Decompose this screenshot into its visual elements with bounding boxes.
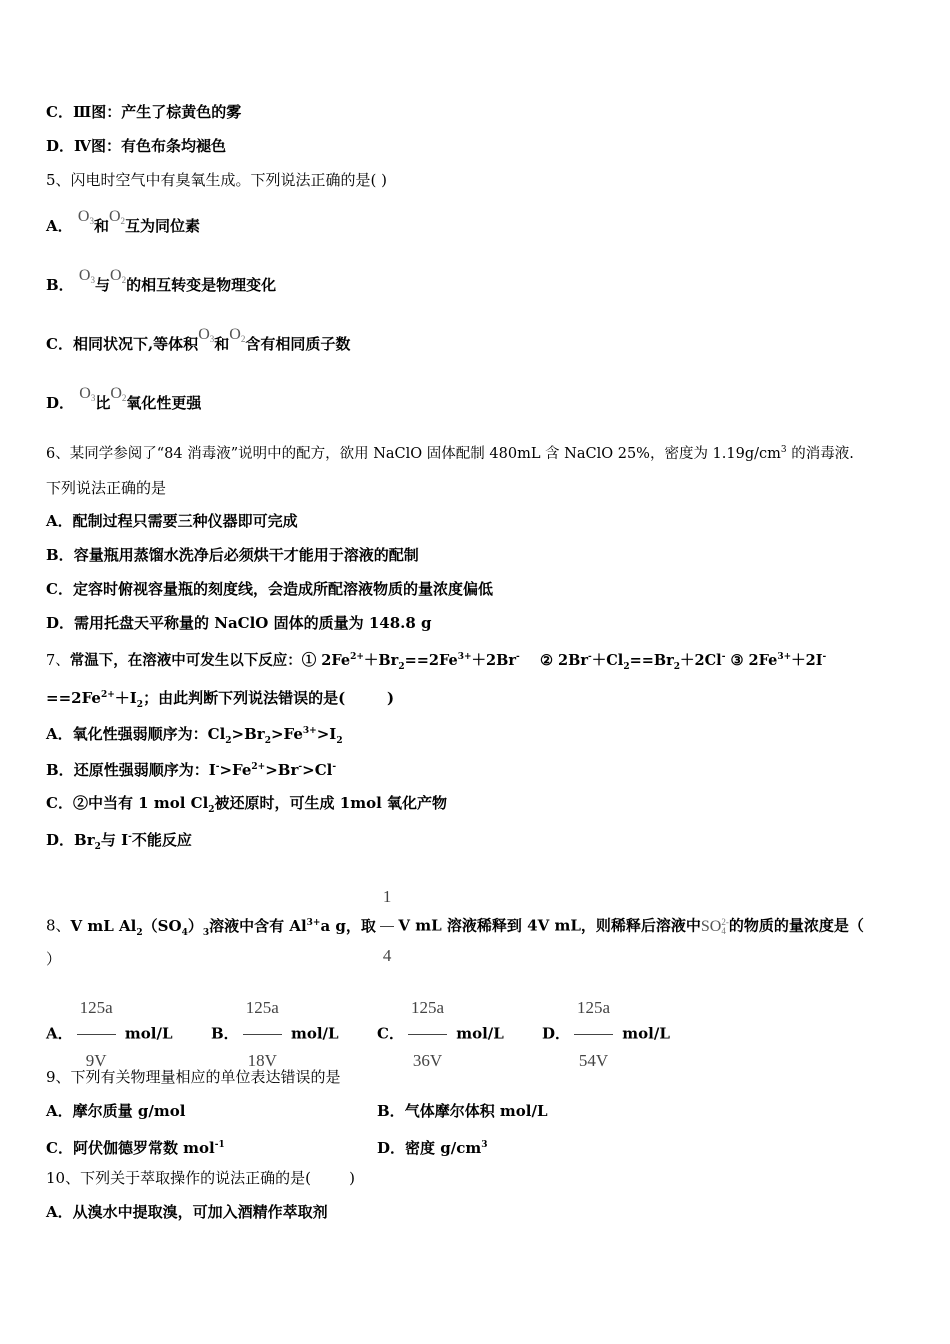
q8-option-d: D． $\frac{125a}{54V}$ mol/L	[542, 982, 670, 1087]
q7-option-c: C．②中当有 1 mol $Cl_2$被还原时，可生成 1mol 氧化产物	[46, 794, 448, 815]
q6-stem-line1: 6、某同学参阅了“84 消毒液”说明中的配方，欲用 NaClO 固体配制 480mL 含 NaClO 25%，密度为 $1.19g/cm^3$ 的消毒液.	[46, 445, 854, 462]
q9-option-a: A．摩尔质量 g/mol	[46, 1102, 186, 1120]
fraction: $\frac{125a}{18V}$	[243, 982, 282, 1087]
o2-formula: O2	[110, 267, 127, 285]
q5-option-d: D． O3比O2氧化性更强	[46, 385, 202, 412]
q8-option-a: A． $\frac{125a}{9V}$ mol/L	[46, 982, 173, 1087]
q6-option-a: A．配制过程只需要三种仪器即可完成	[46, 512, 298, 530]
q7-option-b: B．还原性强弱顺序为：$I^->Fe^{2+}>Br^->Cl^-$	[46, 761, 337, 779]
q8-option-c: C． $\frac{125a}{36V}$ mol/L	[377, 982, 504, 1087]
o3-formula: O3	[198, 326, 215, 344]
q5-stem: 5、闪电时空气中有臭氧生成。下列说法正确的是( )	[46, 171, 388, 189]
q8-option-b: B． $\frac{125a}{18V}$ mol/L	[211, 982, 339, 1087]
q6-option-d: D．需用托盘天平称量的 NaClO 固体的质量为 148.8 g	[46, 614, 432, 632]
o3-formula: O3	[79, 385, 96, 403]
q7-option-d: D．$Br_2$与 I-不能反应	[46, 831, 192, 852]
q10-stem: 10、下列关于萃取操作的说法正确的是( )	[46, 1169, 355, 1187]
fraction: $\frac{125a}{36V}$	[408, 982, 447, 1087]
q6-option-b: B．容量瓶用蒸馏水洗净后必须烘干才能用于溶液的配制	[46, 546, 419, 564]
o2-formula: O2	[110, 385, 127, 403]
q4-option-d: D．Ⅳ图：有色布条均褪色	[46, 137, 227, 155]
q6-stem-line2: 下列说法正确的是	[46, 479, 167, 497]
q10-option-a: A．从溴水中提取溴，可加入酒精作萃取剂	[46, 1203, 328, 1221]
sulfate-ion-formula: SO 2- 4	[700, 916, 729, 936]
o3-formula: O3	[78, 267, 95, 285]
q7-stem-line1: 7、常温下，在溶液中可发生以下反应：① $2Fe^{2+}+Br_2==2Fe^{3+}+2Br^-$ ② $2Br^-+Cl_2==Br_2+2Cl^-$ ③ $2Fe^{3+}+2I^-$	[46, 651, 827, 672]
q8-close-paren: ）	[46, 950, 62, 968]
q7-option-a: A．氧化性强弱顺序为：$Cl_2>Br_2>Fe^{3+}>I_2$	[46, 725, 343, 746]
q9-option-c: C．阿伏伽德罗常数 mol$^{-1}$	[46, 1139, 225, 1157]
q9-option-d: D．密度 $g/cm^3$	[377, 1139, 488, 1157]
q5-option-c: C．相同状况下,等体积O3和O2含有相同质子数	[46, 326, 351, 353]
o2-formula: O2	[108, 208, 126, 226]
one-quarter-fraction: $\frac{1}{4}$	[380, 868, 395, 985]
q5-option-b: B． O3与O2的相互转变是物理变化	[46, 267, 277, 294]
q9-stem: 9、下列有关物理量相应的单位表达错误的是	[46, 1068, 341, 1086]
o3-formula: O3	[77, 208, 94, 226]
q9-option-b: B．气体摩尔体积 mol/L	[377, 1102, 548, 1120]
q4-option-c: C．Ⅲ图：产生了棕黄色的雾	[46, 103, 242, 121]
o2-formula: O2	[229, 326, 246, 344]
q8-stem: 8、V mL $Al_2(SO_4)_3$溶液中含有 $Al^{3+}a$ g，取 $\frac{1}{4}$ V mL 溶液稀释到 4V mL，则稀释后溶液中SO 2- 4 的物质的量浓度是（	[46, 868, 864, 985]
q5-option-a: A． O3和O2互为同位素	[46, 208, 201, 235]
fraction: $\frac{125a}{9V}$	[77, 982, 116, 1087]
fraction: $\frac{125a}{54V}$	[574, 982, 613, 1087]
q6-option-c: C．定容时俯视容量瓶的刻度线，会造成所配溶液物质的量浓度偏低	[46, 580, 493, 598]
q7-stem-line2: $==2Fe^{2+}+I_2$；由此判断下列说法错误的是( )	[46, 689, 395, 710]
